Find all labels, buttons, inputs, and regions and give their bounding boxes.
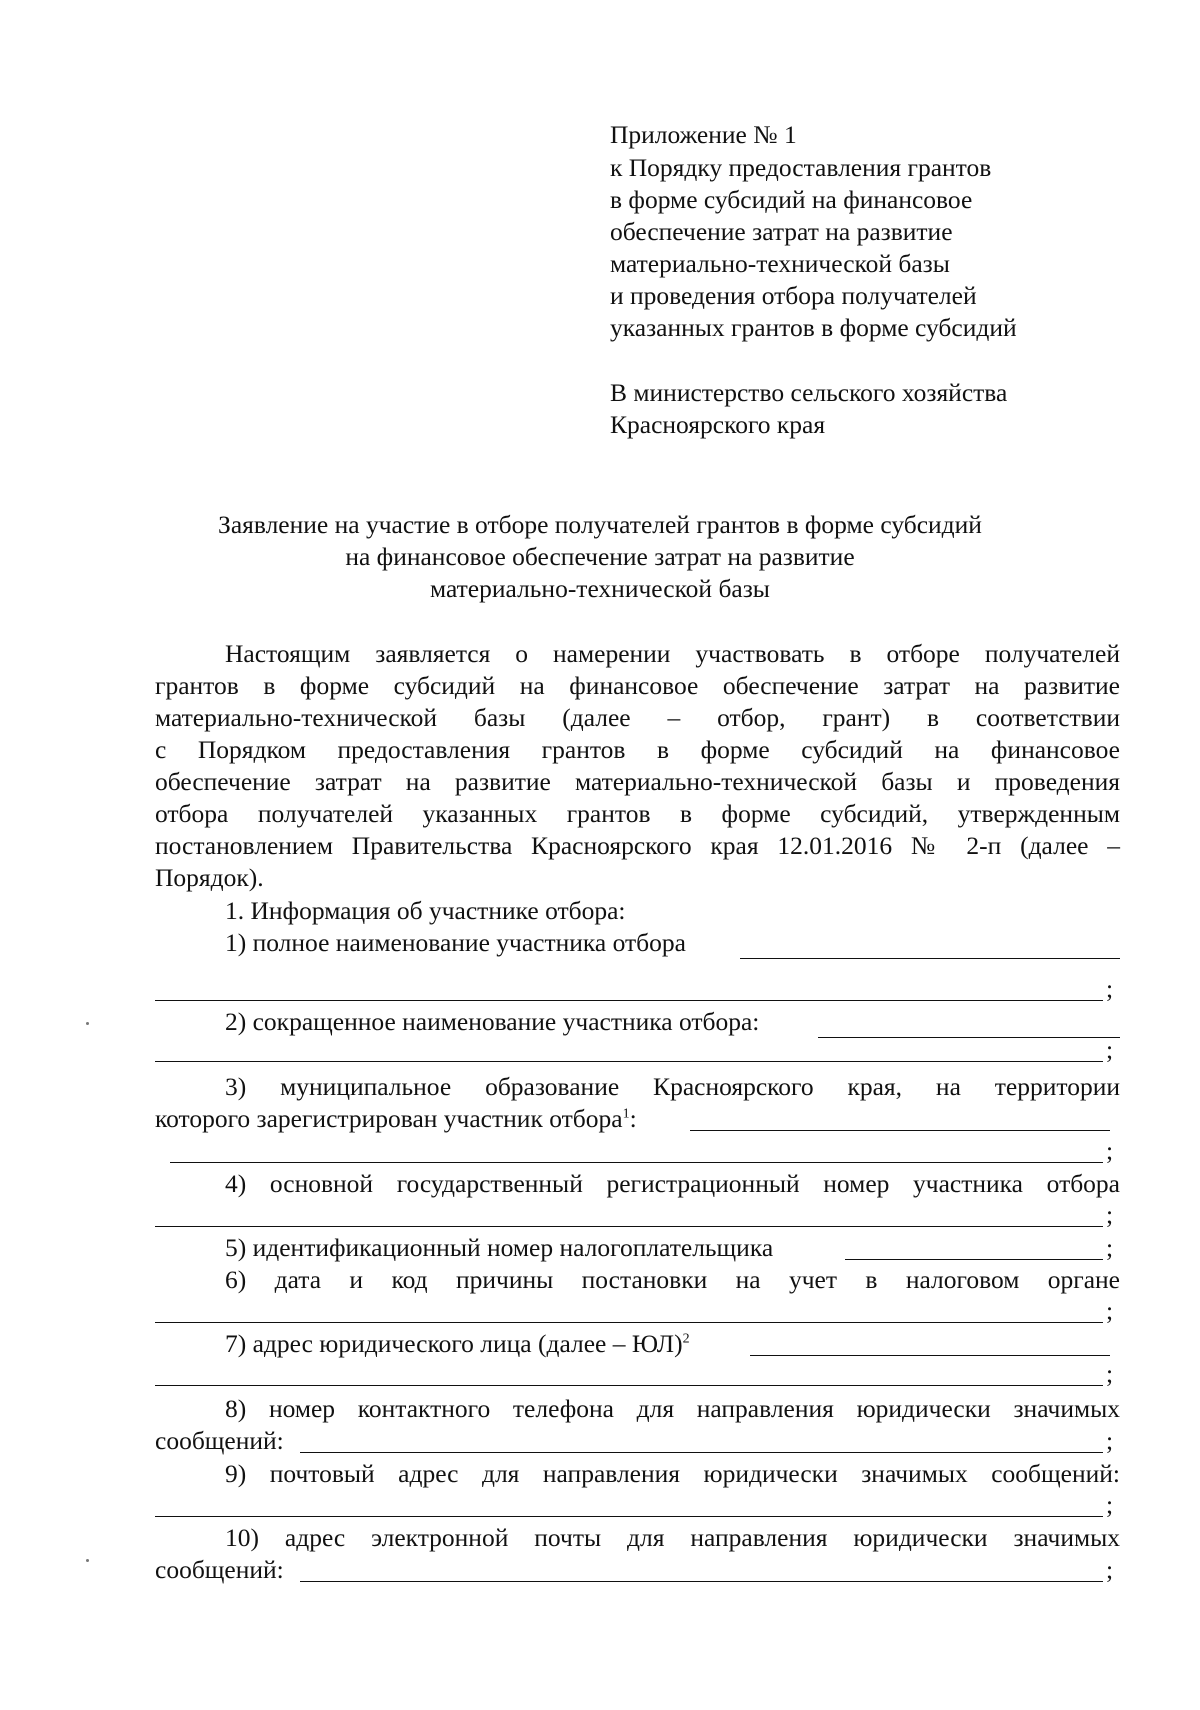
footnote-marker: 1: [622, 1106, 630, 1122]
fill-in-line[interactable]: [155, 1385, 1103, 1386]
field-label: 5) идентификационный номер налогоплательщика: [225, 1233, 774, 1262]
title-line: материально-технической базы: [430, 574, 770, 603]
field-label: 6) дата и код причины постановки на учет в налоговом органе: [225, 1265, 1120, 1294]
field-label: которого зарегистрирован участник отбора$^1$:: [155, 1104, 637, 1133]
field-label: 8) номер контактного телефона для направления юридически значимых: [225, 1394, 1120, 1423]
fill-in-line[interactable]: [155, 1516, 1103, 1517]
fill-in-line[interactable]: [300, 1452, 1103, 1453]
addressee-line: Красноярского края: [610, 410, 826, 439]
field-label: 1) полное наименование участника отбора: [225, 928, 686, 957]
annex-line: материально-технической базы: [610, 249, 950, 278]
title-line: Заявление на участие в отборе получателей грантов в форме субсидий: [218, 510, 982, 539]
field-label: 9) почтовый адрес для направления юридически значимых сообщений:: [225, 1459, 1120, 1488]
field-label: 10) адрес электронной почты для направления юридически значимых: [225, 1523, 1120, 1552]
field-label: сообщений:: [155, 1426, 284, 1455]
annex-line: к Порядку предоставления грантов: [610, 153, 992, 182]
annex-line: в форме субсидий на финансовое: [610, 185, 973, 214]
scan-speck: [86, 1559, 89, 1562]
field-label: 2) сокращенное наименование участника отбора:: [225, 1007, 760, 1036]
line-terminator: ;: [1106, 1200, 1114, 1229]
field-label: сообщений:: [155, 1555, 284, 1584]
paragraph-line: Настоящим заявляется о намерении участвовать в отборе получателей: [225, 639, 1120, 668]
line-terminator: ;: [1106, 1035, 1114, 1064]
fill-in-line[interactable]: [170, 1162, 1103, 1163]
line-terminator: ;: [1106, 1296, 1114, 1325]
section-heading: 1. Информация об участнике отбора:: [225, 896, 626, 925]
fill-in-line[interactable]: [690, 1130, 1110, 1131]
paragraph-line: материально-технической базы (далее – отбор, грант) в соответствии: [155, 703, 1120, 732]
line-terminator: ;: [1106, 1359, 1114, 1388]
line-terminator: ;: [1106, 1426, 1114, 1455]
fill-in-line[interactable]: [155, 1322, 1103, 1323]
paragraph-line: с Порядком предоставления грантов в форме субсидий на финансовое: [155, 735, 1120, 764]
addressee-line: В министерство сельского хозяйства: [610, 378, 1008, 407]
fill-in-line[interactable]: [845, 1259, 1103, 1260]
annex-line: обеспечение затрат на развитие: [610, 217, 953, 246]
paragraph-line: Порядок).: [155, 863, 264, 892]
paragraph-line: постановлением Правительства Красноярского края 12.01.2016 № 2-п (далее –: [155, 831, 1120, 860]
line-terminator: ;: [1106, 1490, 1114, 1519]
annex-line: указанных грантов в форме субсидий: [610, 313, 1017, 342]
fill-in-line[interactable]: [155, 1061, 1103, 1062]
paragraph-line: обеспечение затрат на развитие материально-технической базы и проведения: [155, 767, 1120, 796]
field-label: 7) адрес юридического лица (далее – ЮЛ)$^2$: [225, 1329, 690, 1358]
paragraph-line: отбора получателей указанных грантов в форме субсидий, утвержденным: [155, 799, 1120, 828]
line-terminator: ;: [1106, 1136, 1114, 1165]
annex-line: Приложение № 1: [610, 120, 797, 149]
title-line: на финансовое обеспечение затрат на развитие: [345, 542, 855, 571]
field-label: 4) основной государственный регистрационный номер участника отбора: [225, 1169, 1120, 1198]
footnote-marker: 2: [682, 1331, 690, 1347]
fill-in-line[interactable]: [740, 958, 1120, 959]
annex-line: и проведения отбора получателей: [610, 281, 977, 310]
paragraph-line: грантов в форме субсидий на финансовое обеспечение затрат на развитие: [155, 671, 1120, 700]
fill-in-line[interactable]: [750, 1355, 1110, 1356]
fill-in-line[interactable]: [818, 1037, 1120, 1038]
line-terminator: ;: [1106, 974, 1114, 1003]
line-terminator: ;: [1106, 1555, 1114, 1584]
field-label: 3) муниципальное образование Красноярского края, на территории: [225, 1072, 1120, 1101]
fill-in-line[interactable]: [155, 1000, 1103, 1001]
fill-in-line[interactable]: [155, 1226, 1103, 1227]
fill-in-line[interactable]: [300, 1581, 1103, 1582]
scan-speck: [86, 1022, 89, 1025]
line-terminator: ;: [1106, 1233, 1114, 1262]
